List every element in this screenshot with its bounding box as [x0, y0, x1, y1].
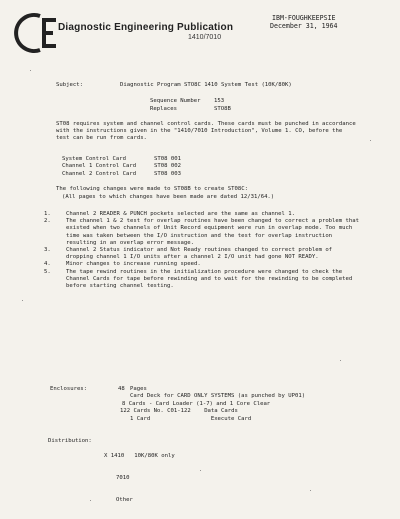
ce-logo-icon [10, 10, 68, 56]
distribution-list [104, 438, 175, 519]
list-item-number: 5. [44, 268, 51, 275]
changes-list [44, 211, 362, 290]
changes-note: (All pages to which changes have been made are dated 12/31/64.) [62, 194, 275, 200]
list-item [44, 261, 362, 268]
control-cards-list [62, 156, 181, 178]
list-item-number: 2. [44, 218, 51, 225]
enclosure-line [118, 416, 305, 423]
subject-value: Diagnostic Program STO8C 1410 System Test (10K/80K) [120, 82, 292, 88]
enclosure-desc: Card Deck for CARD ONLY SYSTEMS (as punched by UP01) [130, 393, 306, 400]
enclosure-desc: 122 Cards No. C01-122 Data Cards [120, 408, 238, 415]
list-item-text: Minor changes to increase running speed. [66, 261, 201, 268]
list-item [44, 211, 362, 218]
intro-paragraph: ST08 requires system and channel control cards. These cards must be punched in accordance with the instructions given in the "1410/7010 Introduction", Volume 1. CO, before the test can be run from cards. [56, 121, 356, 142]
publication-title: Diagnostic Engineering Publication [58, 22, 234, 33]
list-item-number: 1. [44, 211, 51, 217]
enclosure-line [118, 386, 305, 393]
list-item-text: Channel 2 Status indicator and Not Ready routines changed to correct problem of dropping channel 1 I/O units after a channel 2 I/O unit had gone NOT READY. [66, 247, 333, 261]
distribution-line: 7010 [116, 475, 130, 482]
control-card-name: Channel 2 Control Card [62, 170, 137, 177]
subject-label: Subject: [56, 82, 83, 88]
replaces-value: STO8B [214, 106, 231, 112]
list-item-number: 4. [44, 261, 51, 268]
enclosure-line [118, 393, 305, 400]
control-card-row [62, 171, 181, 178]
list-item [44, 269, 362, 291]
scan-speck [370, 140, 371, 141]
scan-speck [340, 360, 341, 361]
list-item [44, 218, 362, 247]
document-id: IBM-FOUGHKEEPSIE [272, 14, 336, 22]
enclosures-label: Enclosures: [50, 386, 88, 392]
enclosure-qty: 48 [118, 386, 125, 392]
list-item-text: The tape rewind routines in the initialization procedure were changed to check the Channel Cards for tape before rewinding and to wait for the rewinding to be completed before starting channel testing. [66, 268, 353, 290]
sequence-label: Sequence Number [150, 98, 201, 104]
list-item-number: 3. [44, 247, 51, 254]
distribution-line: X 1410 10K/80K only [104, 452, 175, 459]
changes-intro: The following changes were made to ST08B to create ST08C: [56, 186, 248, 192]
control-card-code: ST08 003 [154, 170, 181, 177]
control-card-row [62, 163, 181, 170]
list-item-text: Channel 2 READER & PUNCH pockets selected are the same as channel 1. [66, 211, 296, 217]
enclosure-desc: Pages [130, 386, 147, 392]
enclosure-desc: 1 Card Execute Card [130, 415, 252, 422]
enclosure-line [118, 401, 305, 408]
scan-speck [90, 500, 91, 501]
control-card-code: ST08 001 [154, 156, 181, 162]
distribution-line: Other [116, 497, 133, 504]
document-date: December 31, 1964 [270, 22, 338, 30]
control-card-code: ST08 002 [154, 163, 181, 170]
scan-speck [22, 300, 23, 301]
control-card-row [62, 156, 181, 163]
list-item [44, 247, 362, 261]
replaces-label: Replaces [150, 106, 177, 112]
list-item-text: The channel 1 & 2 test for overlap routines have been changed to correct a problem that existed when two channels of Unit Record equipment were run in overlap mode. Too much time was taken between the I/O instruction and the test for overlap instruction resulting in an overlap error message. [66, 218, 359, 246]
enclosure-desc: 8 Cards - Card Loader (1-7) and 1 Core Clear [122, 400, 271, 407]
sequence-value: 153 [214, 98, 225, 104]
control-card-name: Channel 1 Control Card [62, 163, 137, 170]
control-card-name: System Control Card [62, 156, 126, 162]
scan-speck [310, 490, 311, 491]
scan-speck [30, 70, 31, 71]
scan-speck [200, 470, 201, 471]
distribution-label: Distribution: [48, 438, 92, 444]
publication-subtitle: 1410/7010 [188, 34, 222, 41]
enclosures-list [118, 386, 305, 423]
enclosure-line [118, 408, 305, 415]
